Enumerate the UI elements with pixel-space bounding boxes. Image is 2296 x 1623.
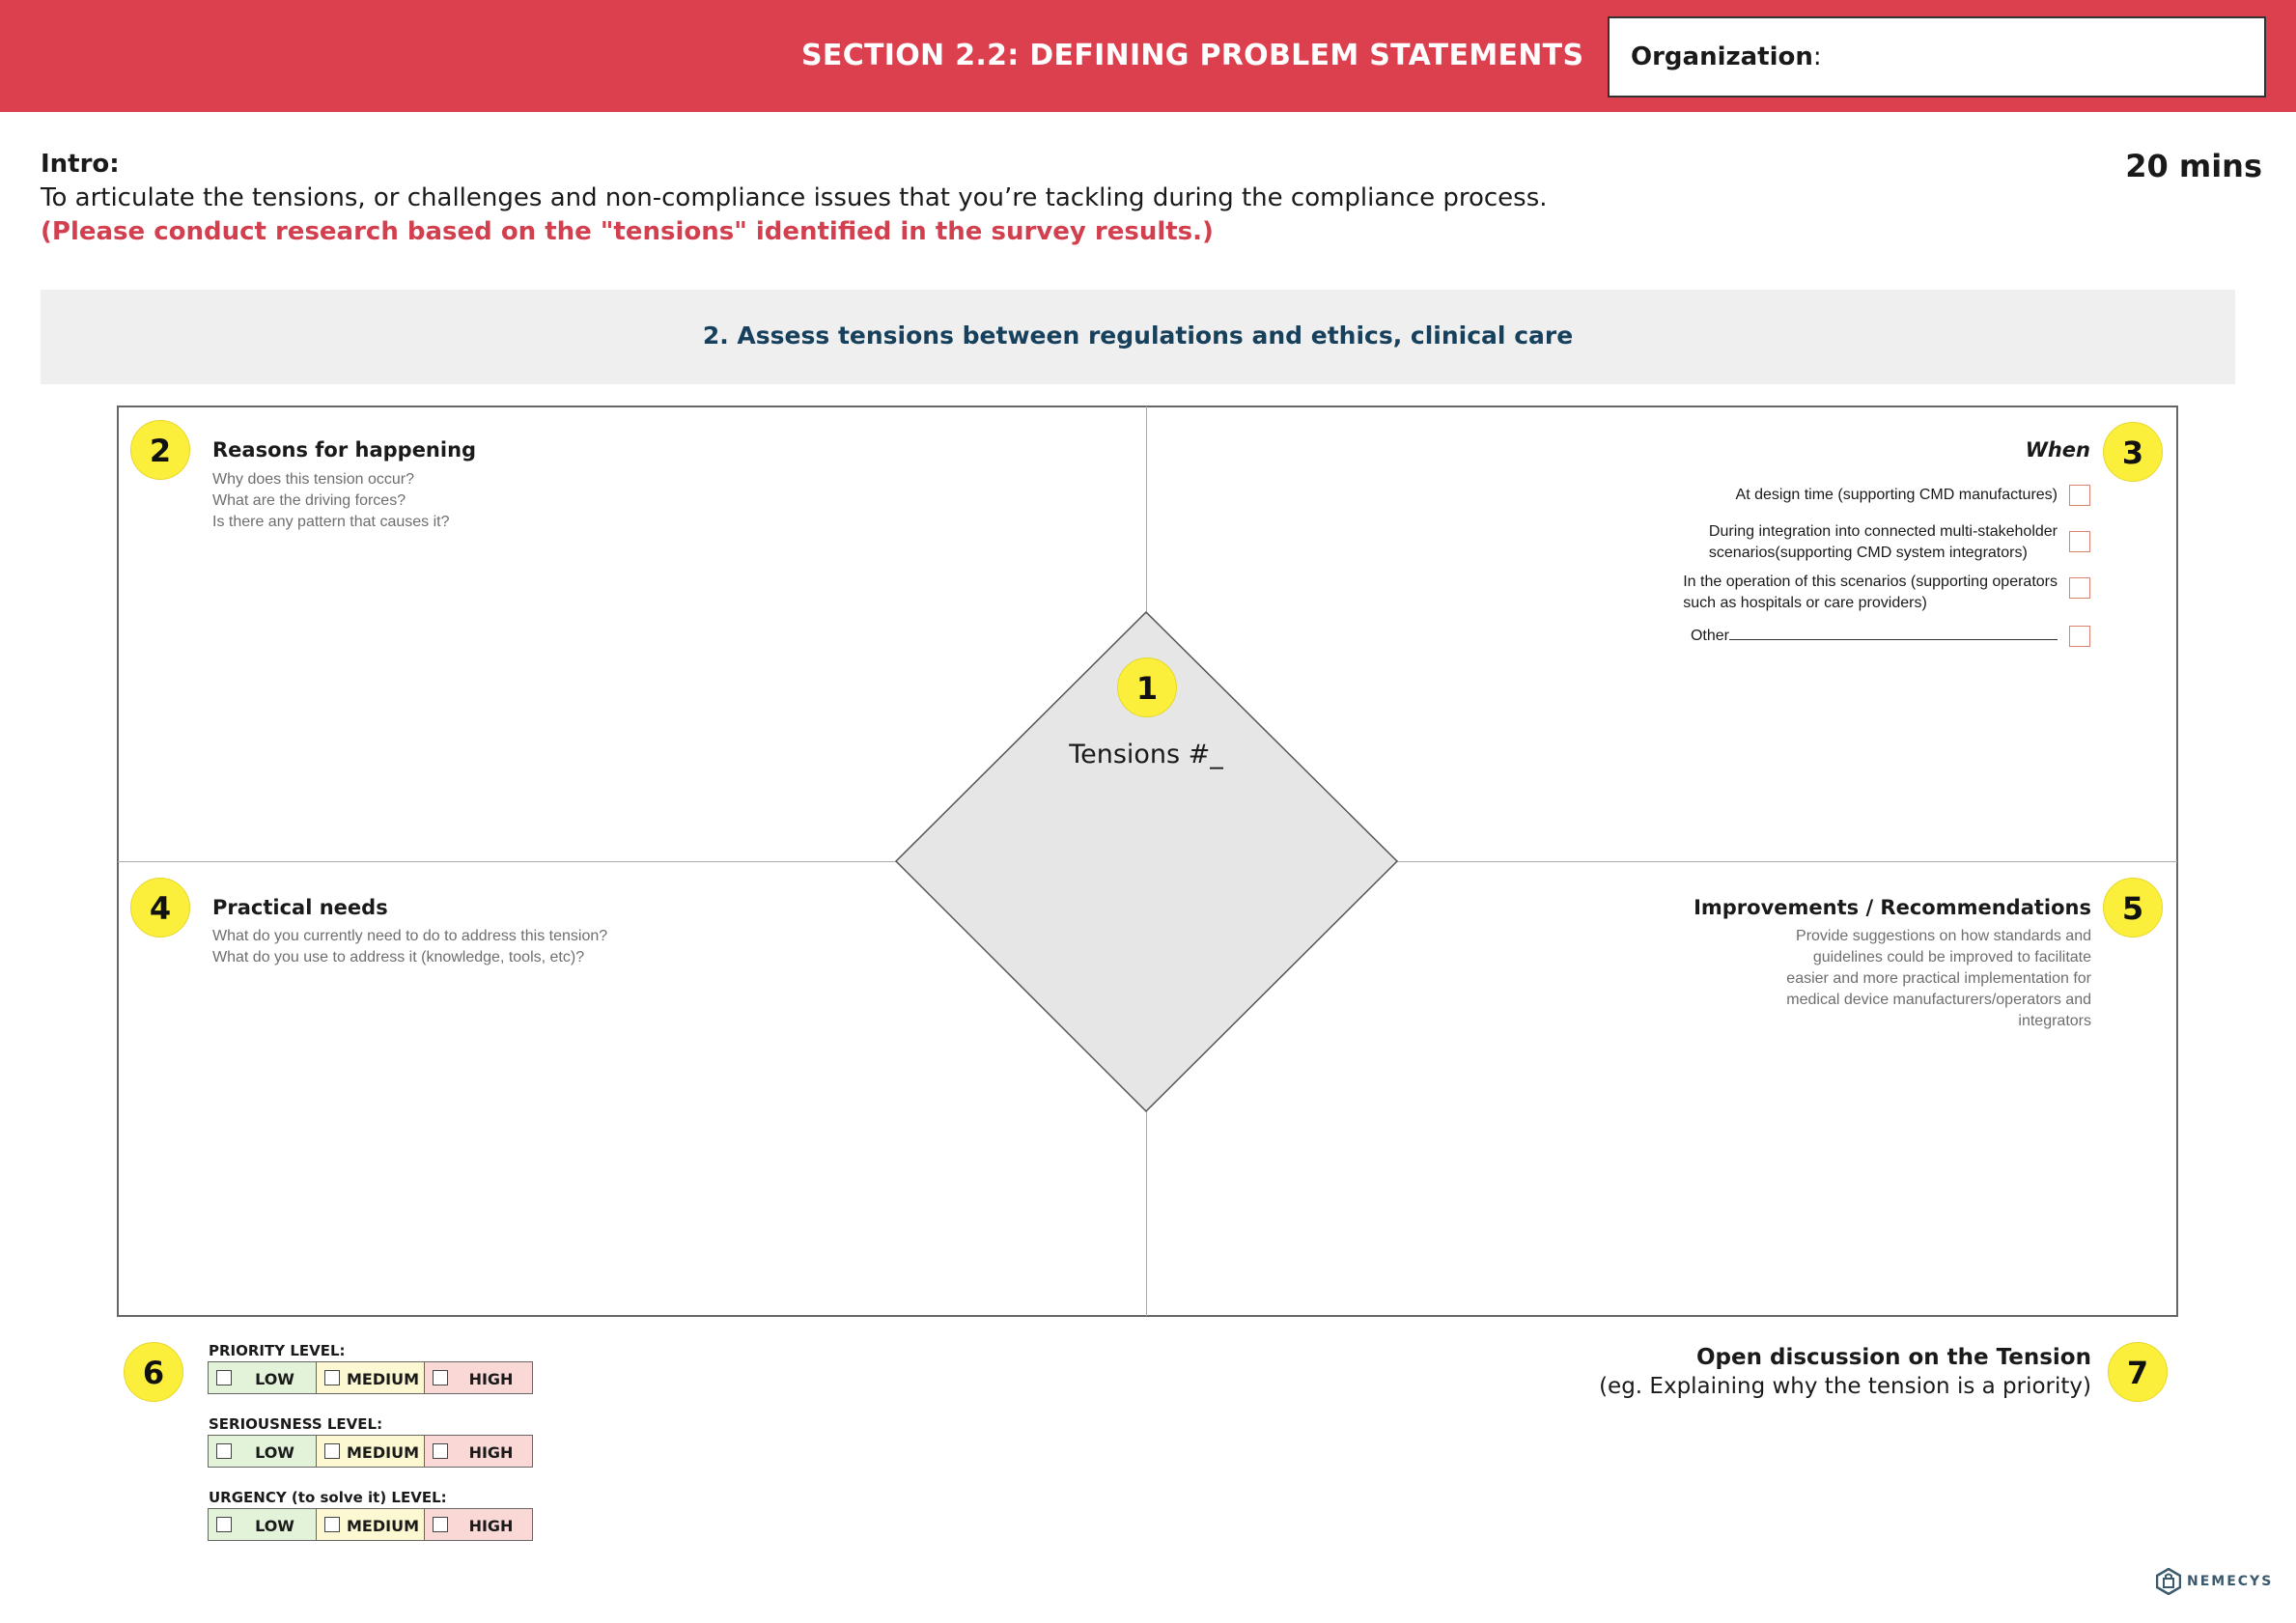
urgency-high-checkbox[interactable] [433,1517,448,1532]
when-option-other: Other [1691,626,2058,647]
organization-label: Organization: [1631,42,1822,71]
other-text-line[interactable] [1729,639,2058,640]
seriousness-low-checkbox[interactable] [216,1443,232,1459]
intro-note: (Please conduct research based on the "tensions" identified in the survey results.) [41,217,1214,246]
when-option-operation: In the operation of this scenarios (supporting operators such as hospitals or care providers) [1683,574,2058,611]
urgency-low-option[interactable]: LOW [209,1509,317,1540]
tension-number-label[interactable]: Tensions #_ [1069,740,1223,770]
urgency-medium-option[interactable]: MEDIUM [317,1509,425,1540]
priority-medium-checkbox[interactable] [324,1370,340,1385]
urgency-level-options [208,1508,533,1541]
nemecys-logo [2156,1568,2273,1595]
seriousness-medium-checkbox[interactable] [324,1443,340,1459]
duration-label: 20 mins [2125,148,2262,184]
badge-2: 2 [130,420,190,480]
when-option-design: At design time (supporting CMD manufactures) [1735,487,2058,503]
when-title: When [2025,438,2090,462]
practical-title: Practical needs [212,896,388,919]
practical-prompts: What do you currently need to do to address this tension? What do you use to address it (knowledge, tools, etc)? [212,928,608,965]
priority-medium-option[interactable]: MEDIUM [317,1362,425,1393]
badge-5: 5 [2103,878,2163,937]
seriousness-high-option[interactable]: HIGH [425,1436,532,1467]
seriousness-low-option[interactable]: LOW [209,1436,317,1467]
seriousness-level-label: SERIOUSNESS LEVEL: [209,1415,383,1433]
when-checkbox-integration[interactable] [2069,531,2090,552]
open-discussion-subtitle: (eg. Explaining why the tension is a priority) [1599,1374,2091,1399]
badge-7: 7 [2108,1342,2168,1402]
intro-heading: Intro: [41,150,120,179]
seriousness-level-options [208,1435,533,1468]
urgency-medium-checkbox[interactable] [324,1517,340,1532]
priority-level-label: PRIORITY LEVEL: [209,1342,346,1359]
open-discussion-title: Open discussion on the Tension [1695,1345,2091,1370]
nemecys-logo-icon [2156,1568,2181,1595]
priority-high-option[interactable]: HIGH [425,1362,532,1393]
seriousness-high-checkbox[interactable] [433,1443,448,1459]
urgency-level-label: URGENCY (to solve it) LEVEL: [209,1489,447,1506]
badge-3: 3 [2103,422,2163,482]
when-checkbox-operation[interactable] [2069,577,2090,599]
urgency-high-option[interactable]: HIGH [425,1509,532,1540]
when-checkbox-other[interactable] [2069,626,2090,647]
priority-low-option[interactable]: LOW [209,1362,317,1393]
section-title: SECTION 2.2: DEFINING PROBLEM STATEMENTS [801,39,1584,72]
step-banner-text: 2. Assess tensions between regulations and ethics, clinical care [702,322,1574,350]
reasons-title: Reasons for happening [212,438,477,462]
when-option-integration: During integration into connected multi-stakeholder scenarios(supporting CMD system integrators) [1708,523,2058,561]
badge-4: 4 [130,878,190,937]
nemecys-logo-text: NEMECYS [2187,1574,2274,1589]
seriousness-medium-option[interactable]: MEDIUM [317,1436,425,1467]
urgency-low-checkbox[interactable] [216,1517,232,1532]
when-checkbox-design[interactable] [2069,485,2090,506]
priority-low-checkbox[interactable] [216,1370,232,1385]
priority-level-options [208,1361,533,1394]
improvements-title: Improvements / Recommendations [1694,896,2091,919]
priority-high-checkbox[interactable] [433,1370,448,1385]
reasons-prompts: Why does this tension occur? What are the driving forces? Is there any pattern that causes it? [212,471,450,530]
badge-1: 1 [1117,658,1177,717]
improvements-prompts: Provide suggestions on how standards and guidelines could be improved to facilitate easier and more practical implementation for medical device manufacturers/operators and integrators [1786,928,2091,1029]
intro-text: To articulate the tensions, or challenges and non-compliance issues that you’re tackling during the compliance process. [41,183,1548,212]
badge-6: 6 [124,1342,183,1402]
